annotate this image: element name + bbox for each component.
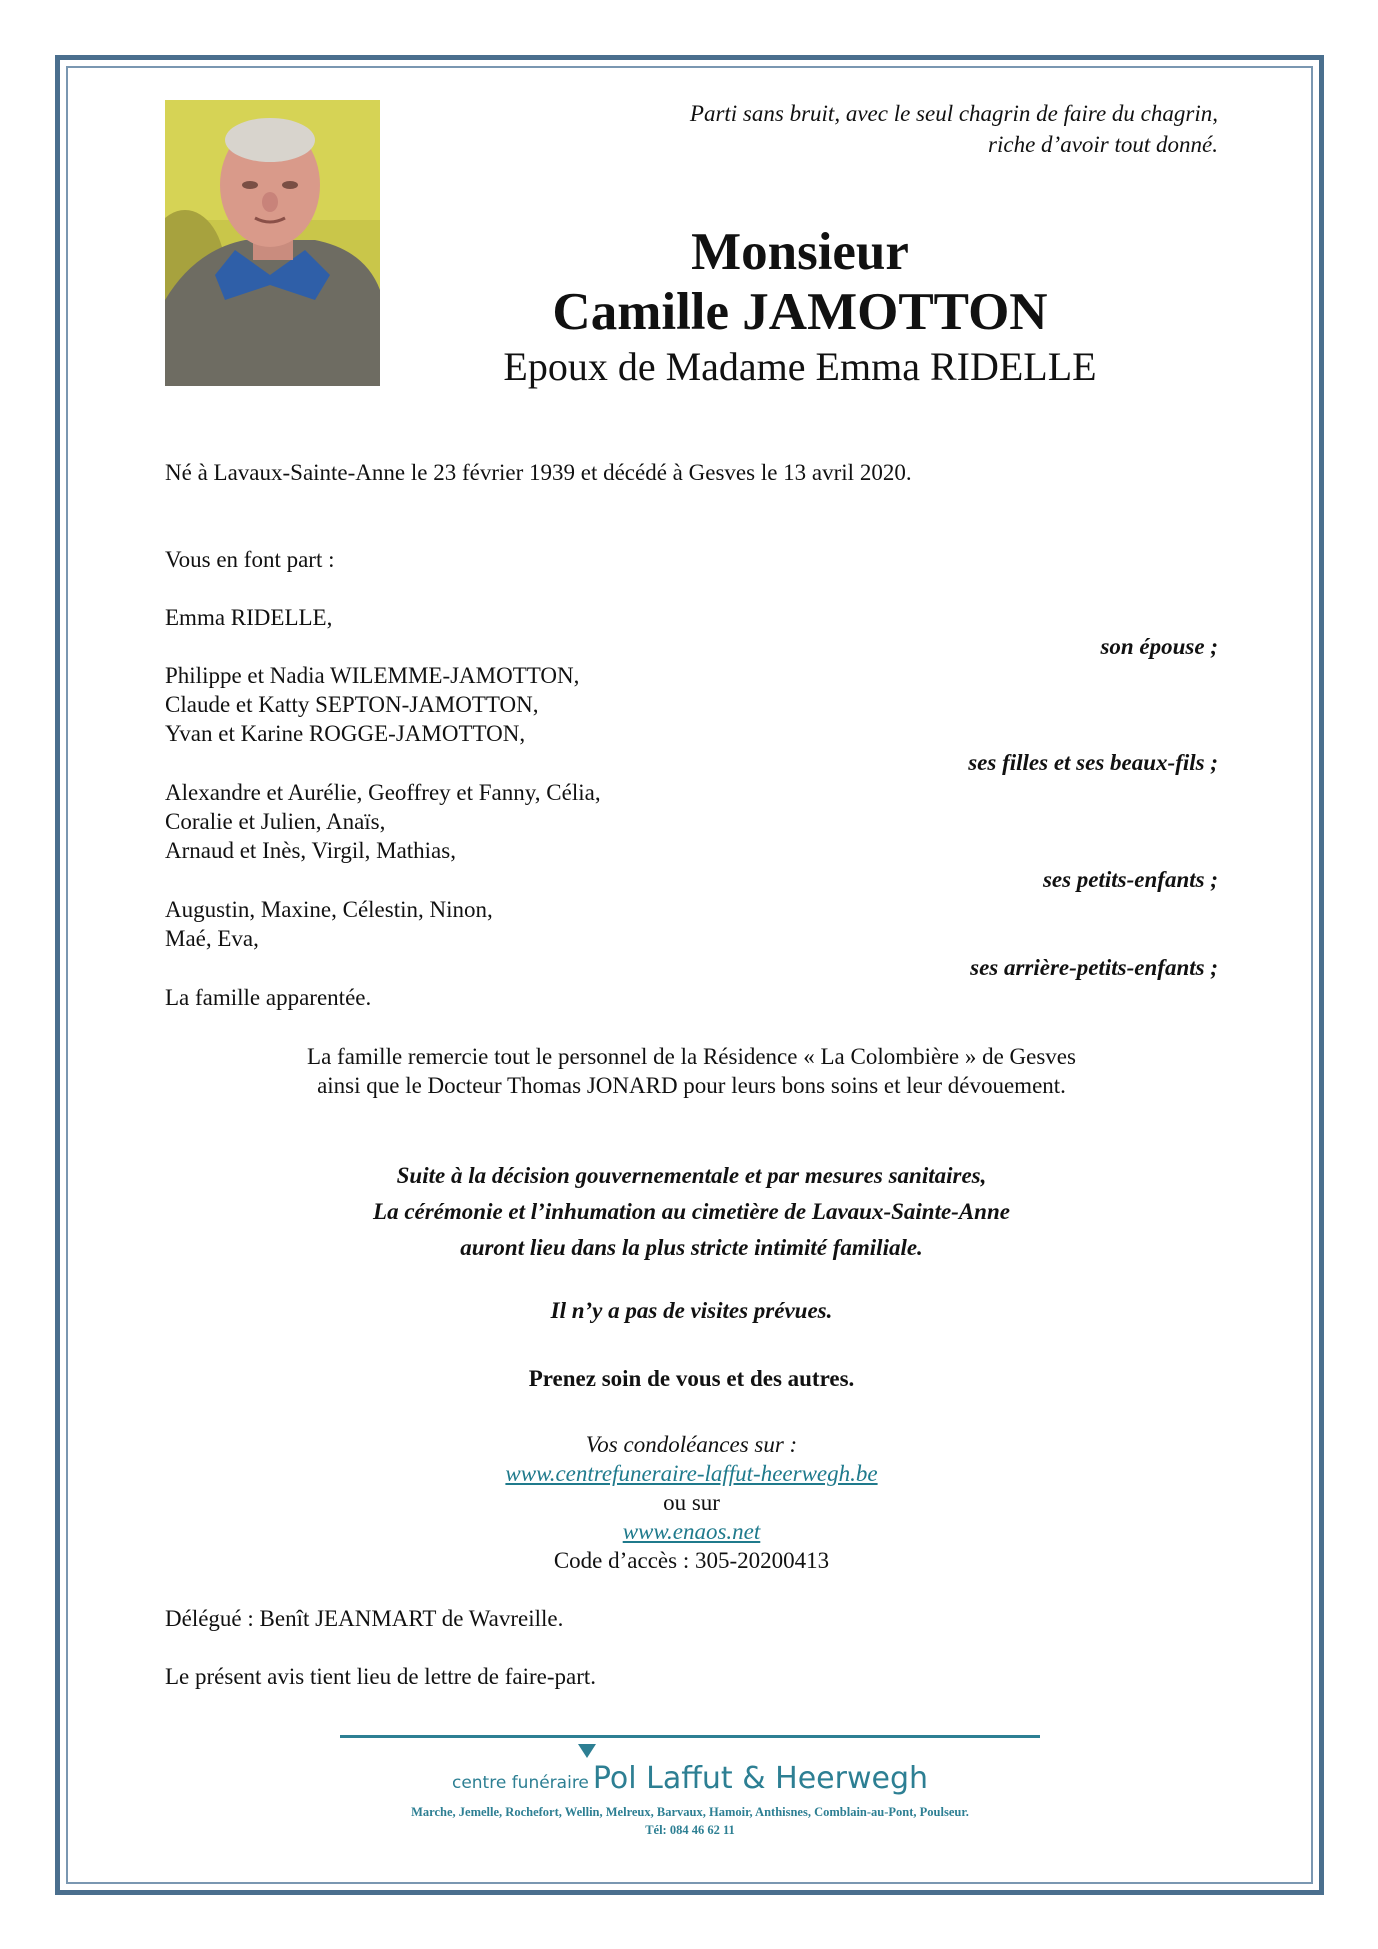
family-member-line: Yvan et Karine ROGGE-JAMOTTON, [165, 721, 526, 746]
logo-locations: Marche, Jemelle, Rochefort, Wellin, Melreux, Barvaux, Hamoir, Anthisnes, Comblain-au-Pont, Poulseur. [411, 1805, 969, 1819]
family-group-children [165, 661, 1218, 777]
birth-death-line: Né à Lavaux-Sainte-Anne le 23 février 1939 et décédé à Gesves le 13 avril 2020. [165, 460, 912, 485]
family-group-grandchildren [165, 778, 1218, 894]
logo-rule [340, 1735, 1040, 1738]
care-message: Prenez soin de vous et des autres. [528, 1366, 855, 1391]
intro-line: Vous en font part : [165, 547, 335, 572]
ceremony-line: auront lieu dans la plus stricte intimité familiale. [460, 1235, 923, 1260]
quote-line: Parti sans bruit, avec le seul chagrin de faire du chagrin, [689, 101, 1218, 126]
condolences-block [165, 1430, 1218, 1575]
access-code: Code d’accès : 305-20200413 [553, 1548, 830, 1573]
family-member-line: Emma RIDELLE, [165, 605, 333, 630]
logo-brand: Pol Laffut & Heerwegh [592, 1761, 929, 1796]
thanks-paragraph [165, 1042, 1218, 1100]
thanks-line: La famille remercie tout le personnel de la Résidence « La Colombière » de Gesves [307, 1044, 1076, 1069]
relation-label: ses filles et ses beaux-fils ; [968, 750, 1218, 775]
epigraph-quote [518, 98, 1218, 160]
portrait-photo [165, 100, 380, 386]
family-group-great-grandchildren [165, 895, 1218, 982]
relation-label: son épouse ; [1100, 634, 1218, 659]
notice-line: Le présent avis tient lieu de lettre de faire-part. [165, 1664, 597, 1689]
family-member-line: Philippe et Nadia WILEMME-JAMOTTON, [165, 663, 580, 688]
logo-prefix: centre funéraire [451, 1773, 589, 1793]
honorific: Monsieur [691, 223, 909, 281]
family-member-line: Alexandre et Aurélie, Geoffrey et Fanny, Célia, [165, 780, 601, 805]
logo-telephone: Tél: 084 46 62 11 [645, 1823, 735, 1837]
delegate-line: Délégué : Benît JEANMART de Wavreille. [165, 1606, 564, 1631]
family-member-line: Claude et Katty SEPTON-JAMOTTON, [165, 692, 539, 717]
family-member-line: Arnaud et Inès, Virgil, Mathias, [165, 838, 456, 863]
ceremony-line: La cérémonie et l’inhumation au cimetière de Lavaux-Sainte-Anne [373, 1199, 1010, 1224]
funeral-home-logo [340, 1735, 1040, 1845]
ceremony-line: Suite à la décision gouvernementale et par mesures sanitaires, [396, 1163, 987, 1188]
deceased-heading [480, 222, 1120, 392]
ceremony-notice [165, 1158, 1218, 1266]
condolences-label: Vos condoléances sur : [585, 1432, 798, 1457]
relation-label: ses petits-enfants ; [1042, 867, 1218, 892]
logo-wordmark [340, 1761, 1040, 1796]
condolences-or: ou sur [663, 1490, 720, 1515]
thanks-line: ainsi que le Docteur Thomas JONARD pour leurs bons soins et leur dévouement. [317, 1073, 1066, 1098]
condolences-link-funeral-home[interactable]: www.centrefuneraire-laffut-heerwegh.be [505, 1461, 878, 1486]
deceased-name: Camille JAMOTTON [552, 283, 1048, 341]
quote-line: riche d’avoir tout donné. [988, 132, 1218, 157]
logo-triangle-icon [578, 1744, 596, 1758]
family-member-line: Augustin, Maxine, Célestin, Ninon, [165, 897, 493, 922]
family-group-spouse [165, 603, 1218, 661]
relation-label: ses arrière-petits-enfants ; [970, 955, 1218, 980]
condolences-link-enaos[interactable]: www.enaos.net [622, 1519, 761, 1544]
extended-family-line: La famille apparentée. [165, 985, 372, 1010]
spouse-line: Epoux de Madame Emma RIDELLE [503, 344, 1097, 389]
family-member-line: Coralie et Julien, Anaïs, [165, 809, 386, 834]
family-member-line: Maé, Eva, [165, 926, 259, 951]
no-visits-notice: Il n’y a pas de visites prévues. [550, 1298, 833, 1323]
